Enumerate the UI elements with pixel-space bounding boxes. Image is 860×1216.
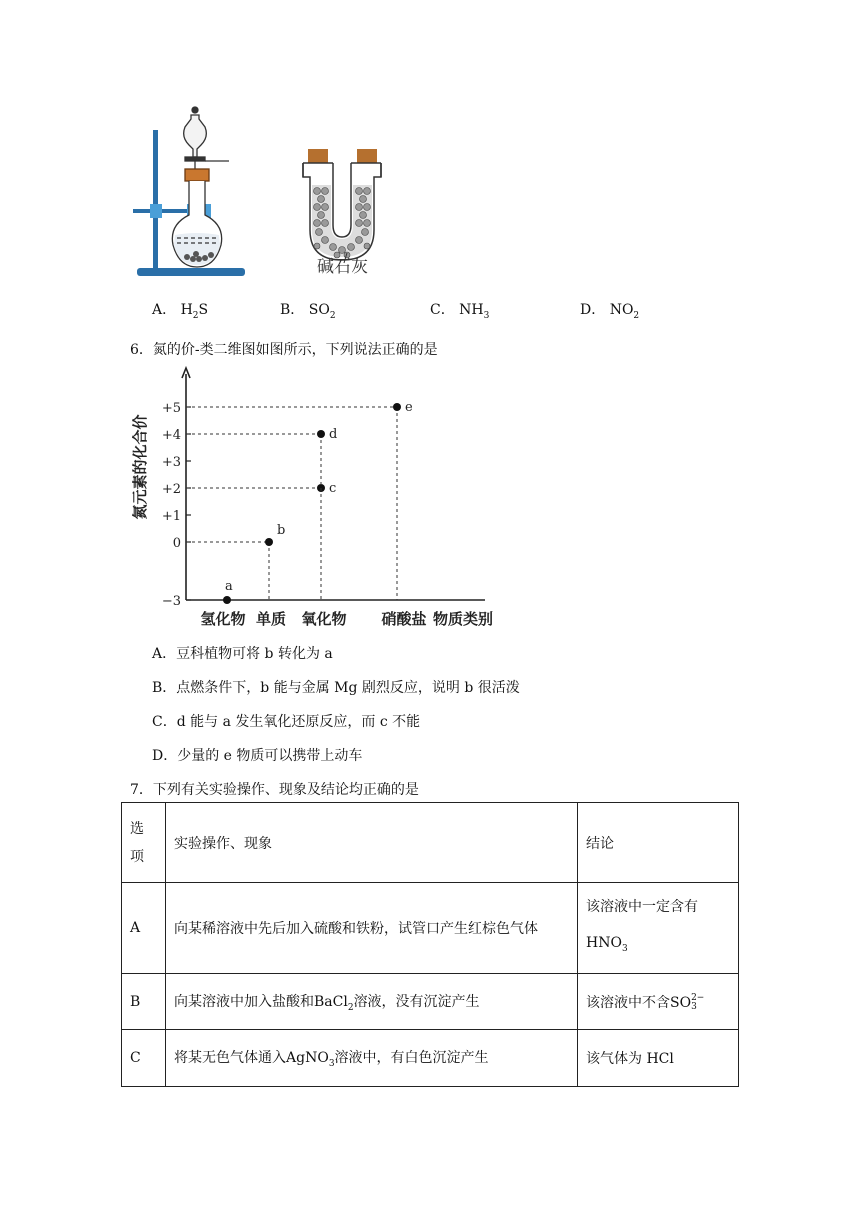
point-label-d: d bbox=[329, 427, 338, 442]
u-tube-label: 碱石灰 bbox=[317, 257, 368, 277]
y-tick-label: +3 bbox=[161, 455, 181, 470]
x-axis-label: 物质类别 bbox=[432, 610, 494, 628]
round-bottom-flask bbox=[172, 169, 221, 267]
x-category-label: 氧化物 bbox=[301, 610, 347, 628]
y-tick-label: +1 bbox=[161, 509, 181, 524]
row-conclusion: 该溶液中不含SO 2− 3 bbox=[578, 974, 739, 1030]
header-operation: 实验操作、现象 bbox=[166, 803, 578, 883]
row-option: C bbox=[122, 1030, 166, 1087]
y-tick-label: −3 bbox=[161, 594, 181, 609]
y-axis-label: 氮元素的化合价 bbox=[131, 414, 149, 520]
q6-option-a: A．豆科植物可将 b 转化为 a bbox=[152, 646, 333, 662]
y-tick-label: +2 bbox=[161, 482, 181, 497]
table-row bbox=[122, 1030, 739, 1087]
point-label-a: a bbox=[225, 579, 233, 594]
point-label-c: c bbox=[329, 481, 337, 496]
apparatus-illustration bbox=[125, 105, 405, 290]
point-label-b: b bbox=[277, 523, 286, 538]
row-option: B bbox=[122, 974, 166, 1030]
row-operation: 向某稀溶液中先后加入硫酸和铁粉，试管口产生红棕色气体 bbox=[166, 883, 578, 974]
header-option: 选 项 bbox=[122, 803, 166, 883]
experiment-table bbox=[121, 802, 739, 1087]
data-point-b bbox=[265, 538, 273, 546]
table-header-row bbox=[122, 803, 739, 883]
q6-stem: 6．氮的价-类二维图如图所示，下列说法正确的是 bbox=[130, 342, 438, 358]
q6-option-c: C．d 能与 a 发生氧化还原反应，而 c 不能 bbox=[152, 714, 421, 730]
x-category-label: 单质 bbox=[255, 610, 287, 628]
y-tick-label: +4 bbox=[161, 428, 181, 443]
x-category-label: 氢化物 bbox=[200, 610, 246, 628]
q5-option-a: A． $H_2S$ bbox=[152, 302, 209, 321]
row-conclusion: 该气体为 HCl bbox=[578, 1030, 739, 1087]
row-option: A bbox=[122, 883, 166, 974]
header-conclusion: 结论 bbox=[578, 803, 739, 883]
q6-option-d: D．少量的 e 物质可以携带上动车 bbox=[152, 748, 363, 764]
row-operation: 向某溶液中加入盐酸和BaCl$_2$溶液，没有沉淀产生 bbox=[166, 974, 578, 1030]
data-point-a bbox=[223, 596, 231, 604]
u-tube bbox=[303, 149, 381, 263]
q7-stem: 7．下列有关实验操作、现象及结论均正确的是 bbox=[130, 782, 419, 798]
row-conclusion: 该溶液中一定含有 $HNO_3$ bbox=[578, 883, 739, 974]
y-tick-label: 0 bbox=[172, 536, 181, 551]
point-label-e: e bbox=[405, 400, 413, 415]
table-row bbox=[122, 974, 739, 1030]
q5-option-b: B． $SO_2$ bbox=[280, 302, 336, 321]
data-point-d bbox=[317, 430, 325, 438]
valence-class-chart bbox=[125, 362, 505, 632]
q5-option-c: C． $NH_3$ bbox=[430, 302, 490, 321]
data-point-e bbox=[393, 403, 401, 411]
y-tick-label: +5 bbox=[161, 401, 181, 416]
x-category-label: 硝酸盐 bbox=[381, 610, 427, 628]
q6-option-b: B．点燃条件下，b 能与金属 Mg 剧烈反应，说明 b 很活泼 bbox=[152, 680, 520, 696]
row-operation: 将某无色气体通入AgNO$_3$溶液中，有白色沉淀产生 bbox=[166, 1030, 578, 1087]
table-row bbox=[122, 883, 739, 974]
separatory-funnel bbox=[184, 107, 229, 177]
q5-option-d: D． $NO_2$ bbox=[580, 302, 640, 321]
